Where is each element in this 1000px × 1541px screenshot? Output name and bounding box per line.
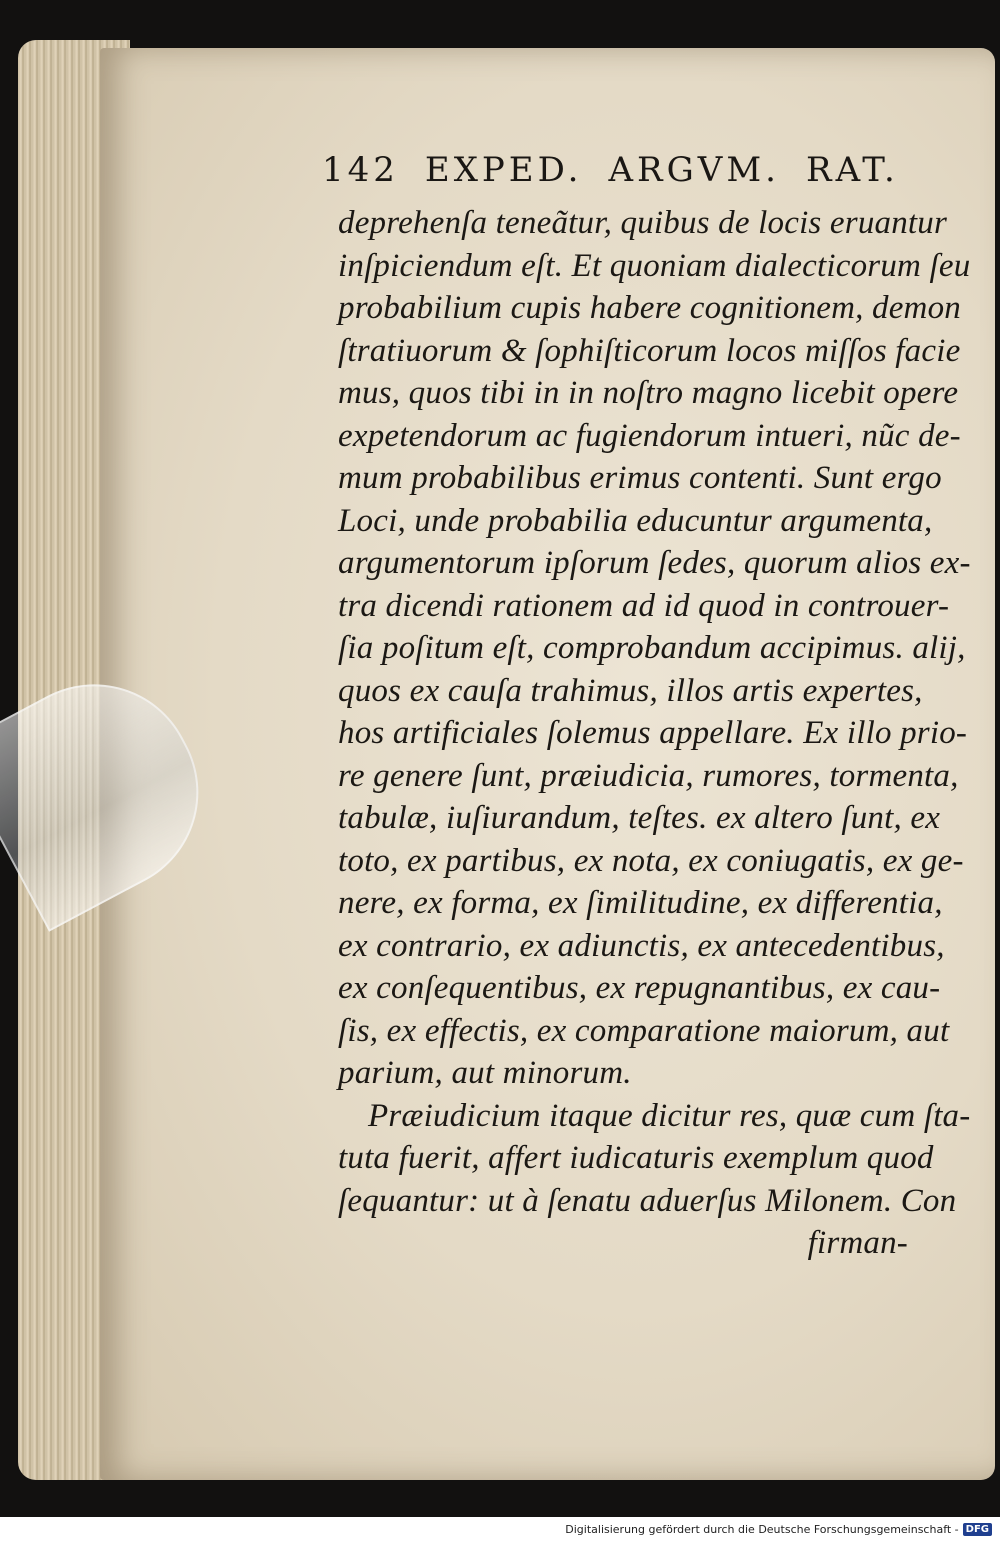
catchword: firman- (807, 1225, 908, 1261)
text-line: tabulæ, iuſiurandum, teſtes. ex altero ſunt, ex (338, 800, 941, 836)
text-line: Loci, unde probabilia educuntur argumenta, (338, 502, 933, 539)
text-line: parium, aut minorum. (338, 1055, 632, 1091)
credit-text: Digitalisierung gefördert durch die Deutsche Forschungsgemeinschaft - (565, 1522, 959, 1536)
dfg-logo: DFG (963, 1523, 992, 1536)
text-line: nere, ex forma, ex ſimilitudine, ex differentia, (338, 885, 943, 921)
text-line: ſia poſitum eſt, comprobandum accipimus. alij, (338, 630, 966, 666)
text-line: Præiudicium itaque dicitur res, quæ cum ſta- (368, 1097, 971, 1134)
text-line: ſtratiuorum & ſophiſticorum locos miſſos facie (338, 332, 961, 369)
text-line: mus, quos tibi in in noſtro magno licebit opere (338, 375, 959, 411)
text-line: quos ex cauſa trahimus, illos artis expertes, (338, 672, 923, 709)
text-line: argumentorum ipſorum ſedes, quorum alios ex- (338, 545, 971, 581)
digitization-credit-bar (0, 1517, 1000, 1541)
text-line: inſpiciendum eſt. Et quoniam dialecticorum ſeu (338, 247, 971, 284)
text-line: ex contrario, ex adiunctis, ex antecedentibus, (338, 927, 945, 964)
text-line: probabilium cupis habere cognitionem, demon (338, 290, 961, 326)
text-line: ſequantur: ut à ſenatu aduerſus Milonem. Con (338, 1182, 957, 1219)
text-line: hos artificiales ſolemus appellare. Ex illo prio- (338, 715, 968, 751)
text-line: ſis, ex effectis, ex comparatione maiorum, aut (338, 1012, 950, 1049)
text-line: toto, ex partibus, ex nota, ex coniugatis, ex ge- (338, 842, 964, 879)
running-head-word: EXPED. (424, 150, 583, 190)
text-line: deprehenſa teneãtur, quibus de locis eruantur (338, 205, 948, 241)
text-line: tra dicendi rationem ad id quod in controuer- (338, 587, 950, 624)
body-text (338, 202, 971, 1265)
text-line: expetendorum ac fugiendorum intueri, nũc de- (338, 417, 961, 454)
text-line: tuta fuerit, affert iudicaturis exemplum quod (338, 1140, 934, 1176)
running-head-word: RAT. (805, 150, 899, 190)
page-number: 142 (322, 150, 399, 190)
text-line: mum probabilibus erimus contenti. Sunt ergo (338, 460, 942, 496)
text-line: ex conſequentibus, ex repugnantibus, ex cau- (338, 970, 941, 1006)
running-head-word: ARGVM. (608, 150, 780, 190)
text-line: re genere ſunt, præiudicia, rumores, tormenta, (338, 757, 959, 794)
running-head (322, 150, 922, 200)
